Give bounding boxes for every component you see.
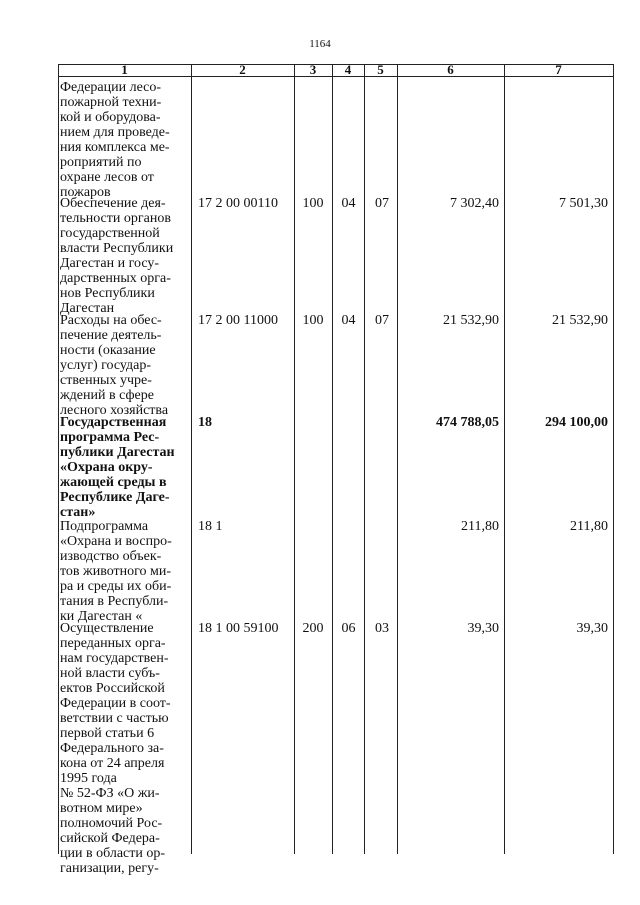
row-amount-6: 211,80 bbox=[461, 519, 499, 534]
column-header-5: 5 bbox=[377, 62, 384, 77]
header-bottom-border bbox=[58, 76, 614, 77]
budget-table bbox=[58, 62, 614, 876]
row-col5: 03 bbox=[375, 621, 389, 636]
row-col4: 04 bbox=[341, 196, 356, 211]
column-divider bbox=[294, 64, 295, 854]
column-header-3: 3 bbox=[309, 62, 317, 77]
column-divider bbox=[504, 64, 505, 854]
row-col4: 06 bbox=[341, 621, 356, 636]
row-amount-6: 21 532,90 bbox=[443, 313, 499, 328]
table-left-border bbox=[58, 64, 59, 854]
row-name: Государственная программа Рес- публики Дагестан «Охрана окру- жающей среды в Республике Даге- стан» bbox=[60, 415, 175, 520]
row-name: Осуществление переданных орга- нам государствен- ной власти субъ- ектов Российской Федерации в соот- ветствии с частью первой статьи 6 Федерального за- кона от 24 апреля 1995 года № 52-ФЗ «О жи- вотном мире» полномочий Рос- сийской Федера- ции в области ор- ганизации, регу- bbox=[60, 621, 171, 876]
row-col3: 100 bbox=[302, 313, 324, 328]
row-amount-6: 474 788,05 bbox=[436, 415, 499, 430]
row-col5: 07 bbox=[375, 313, 389, 328]
column-header-4: 4 bbox=[344, 62, 352, 77]
row-amount-6: 39,30 bbox=[467, 621, 499, 636]
row-col5: 07 bbox=[375, 196, 389, 211]
row-name: Подпрограмма «Охрана и воспро- изводство объек- тов животного ми- ра и среды их оби- тания в Республи- ки Дагестан « bbox=[60, 519, 172, 624]
column-divider bbox=[332, 64, 333, 854]
row-code: 18 1 bbox=[198, 519, 223, 534]
table-right-border bbox=[613, 64, 614, 854]
column-divider bbox=[364, 64, 365, 854]
row-amount-7: 7 501,30 bbox=[559, 196, 608, 211]
row-code: 18 bbox=[198, 415, 212, 430]
row-name: Обеспечение дея- тельности органов государственной власти Республики Дагестан и госу- дарственных орга- нов Республики Дагестан bbox=[60, 196, 174, 316]
row-amount-7: 294 100,00 bbox=[545, 415, 608, 430]
column-header-2: 2 bbox=[239, 62, 246, 77]
row-col4: 04 bbox=[341, 313, 356, 328]
column-divider bbox=[191, 64, 192, 854]
column-header-6: 6 bbox=[447, 62, 454, 77]
row-code: 18 1 00 59100 bbox=[198, 621, 279, 636]
column-header-7: 7 bbox=[555, 62, 562, 77]
column-header-1: 1 bbox=[121, 62, 128, 77]
row-col3: 200 bbox=[302, 621, 324, 636]
row-name: Расходы на обес- печение деятель- ности (оказание услуг) государ- ственных учре- ждений в сфере лесного хозяйства bbox=[60, 313, 169, 418]
row-col3: 100 bbox=[302, 196, 324, 211]
row-amount-6: 7 302,40 bbox=[450, 196, 499, 211]
row-amount-7: 39,30 bbox=[576, 621, 608, 636]
row-code: 17 2 00 00110 bbox=[198, 196, 278, 211]
row-amount-7: 211,80 bbox=[570, 519, 608, 534]
row-amount-7: 21 532,90 bbox=[552, 313, 608, 328]
row-name: Федерации лесо- пожарной техни- кой и оборудова- нием для проведе- ния комплекса ме- роприятий по охране лесов от пожаров bbox=[60, 80, 170, 200]
column-divider bbox=[397, 64, 398, 854]
row-code: 17 2 00 11000 bbox=[198, 313, 278, 328]
page-number: 1164 bbox=[309, 38, 331, 50]
